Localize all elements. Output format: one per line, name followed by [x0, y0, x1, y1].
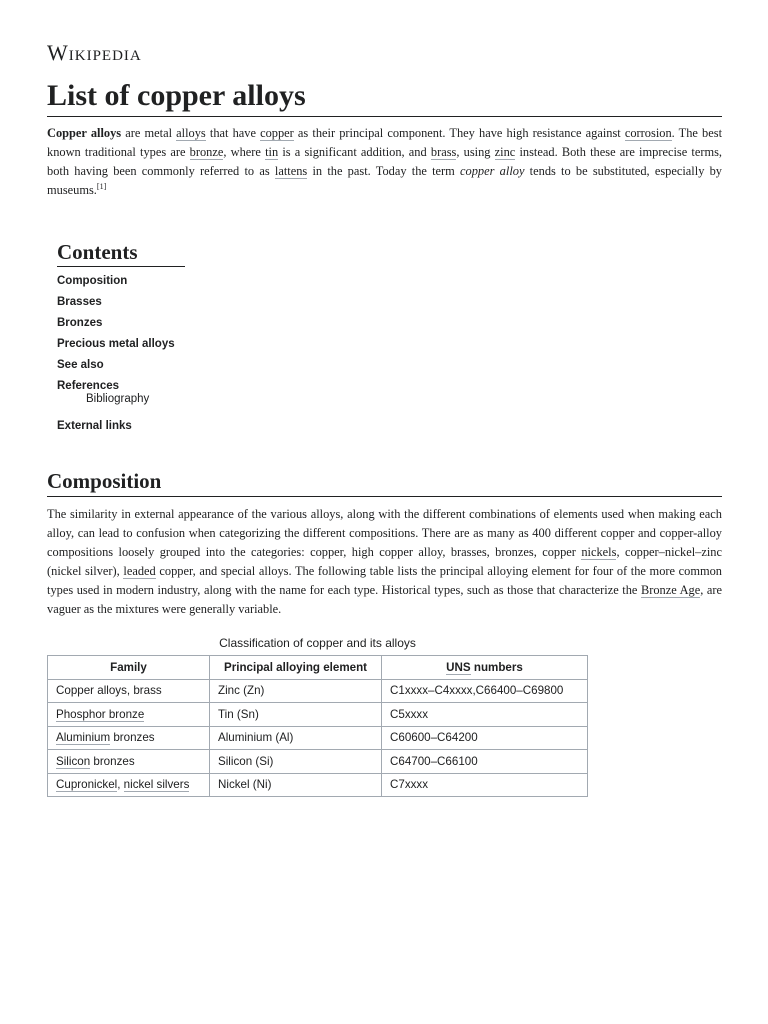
link-copper[interactable]: copper	[260, 126, 294, 140]
toc-sub-label: Bibliography	[86, 393, 150, 405]
family-text: bronzes	[90, 754, 135, 768]
cell-family	[48, 773, 210, 797]
intro-text: tends to be substituted, especially by museums.	[47, 164, 723, 197]
cell-family	[48, 726, 210, 750]
family-text: Copper alloys, brass	[56, 684, 162, 698]
link-brass[interactable]: brass	[430, 145, 457, 159]
toc-list	[57, 273, 357, 439]
table-caption: Classification of copper and its alloys	[219, 636, 416, 650]
cell-element: Zinc (Zn)	[210, 679, 382, 703]
family-text: bronzes	[110, 731, 155, 745]
table-row	[48, 726, 588, 750]
link-bronze[interactable]: bronze	[189, 145, 224, 159]
composition-text: , are vaguer as the mixtures were generally variable.	[47, 583, 722, 616]
cell-uns: C5xxxx	[382, 703, 588, 727]
link-uns[interactable]: UNS	[446, 660, 471, 674]
header-family: Family	[48, 656, 210, 680]
intro-text: , using	[456, 145, 495, 159]
link-nickels[interactable]: nickels	[581, 545, 617, 559]
link-phosphor-bronze[interactable]: Phosphor bronze	[56, 707, 145, 721]
intro-text: that have	[205, 126, 261, 140]
cell-element: Tin (Sn)	[210, 703, 382, 727]
cell-uns: C7xxxx	[382, 773, 588, 797]
header-uns	[382, 656, 588, 680]
link-alloys[interactable]: alloys	[176, 126, 206, 140]
intro-text: are metal	[121, 126, 177, 140]
link-nickel-silvers[interactable]: nickel silvers	[123, 778, 190, 792]
link-tin[interactable]: tin	[265, 145, 279, 159]
table-row	[48, 679, 588, 703]
intro-text: as their principal component. They have high resistance against	[293, 126, 625, 140]
intro-text: in the past. Today the term	[307, 164, 461, 178]
table-row	[48, 750, 588, 774]
wikipedia-wordmark[interactable]: Wikipedia	[47, 40, 142, 65]
cell-element: Aluminium (Al)	[210, 726, 382, 750]
cell-element: Nickel (Ni)	[210, 773, 382, 797]
composition-text: , copper–nickel–zinc (nickel silver),	[47, 545, 722, 578]
intro-text: instead. Both these are imprecise terms, both having been commonly referred to as	[47, 145, 723, 178]
cell-uns: C1xxxx–C4xxxx,C66400–C69800	[382, 679, 588, 703]
family-text: ,	[117, 778, 124, 792]
emphasis-copper-alloy: copper alloy	[460, 164, 525, 178]
toc-item-see-also[interactable]: See also	[57, 359, 104, 371]
cell-family	[48, 679, 210, 703]
composition-text: The similarity in external appearance of the various alloys, along with the different combinations of elements used when making each alloy, can lead to confusion when categorizing the different compositions. There are as many as 400 different copper and copper-alloy compositions loosely grouped into the categories: copper, high copper alloy, brasses, bronzes, copper	[47, 507, 722, 559]
table-row	[48, 703, 588, 727]
reference-1[interactable]: [1]	[96, 181, 107, 191]
table-header-row	[48, 656, 588, 680]
toc-title: Contents	[57, 240, 185, 267]
link-lattens[interactable]: lattens	[274, 164, 308, 178]
cell-element: Silicon (Si)	[210, 750, 382, 774]
page-title: List of copper alloys	[47, 78, 722, 117]
cell-family	[48, 750, 210, 774]
header-element: Principal alloying element	[210, 656, 382, 680]
alloy-classification-table	[47, 655, 588, 797]
toc-item-precious-metal-alloys[interactable]: Precious metal alloys	[57, 338, 175, 350]
intro-text: , where	[223, 145, 266, 159]
toc-item-bibliography[interactable]	[57, 395, 357, 418]
link-leaded[interactable]: leaded	[123, 564, 156, 578]
cell-uns: C60600–C64200	[382, 726, 588, 750]
link-zinc[interactable]: zinc	[494, 145, 516, 159]
toc-item-references[interactable]: References	[57, 380, 120, 392]
cell-uns: C64700–C66100	[382, 750, 588, 774]
toc-item-external-links[interactable]: External links	[57, 420, 132, 432]
link-cupronickel[interactable]: Cupronickel	[56, 778, 118, 792]
intro-paragraph	[47, 124, 722, 200]
section-heading-composition: Composition	[47, 468, 722, 497]
link-silicon[interactable]: Silicon	[56, 754, 91, 768]
link-bronze-age[interactable]: Bronze Age	[640, 583, 701, 597]
intro-text: . The best known traditional types are	[47, 126, 723, 159]
toc-item-brasses[interactable]: Brasses	[57, 296, 102, 308]
link-aluminium[interactable]: Aluminium	[56, 731, 111, 745]
table-row	[48, 773, 588, 797]
table-of-contents	[57, 240, 357, 439]
toc-item-bronzes[interactable]: Bronzes	[57, 317, 103, 329]
intro-text: is a significant addition, and	[278, 145, 431, 159]
composition-text: copper, and special alloys. The following table lists the principal alloying element for four of the more common types used in modern industry, along with the name for each type. Historical types, such as those that characterize the	[47, 564, 723, 597]
link-corrosion[interactable]: corrosion	[624, 126, 672, 140]
toc-item-composition[interactable]: Composition	[57, 275, 128, 287]
header-uns-text: numbers	[470, 660, 523, 674]
lead-term: Copper alloys	[47, 126, 122, 140]
cell-family	[48, 703, 210, 727]
composition-paragraph	[47, 505, 722, 619]
